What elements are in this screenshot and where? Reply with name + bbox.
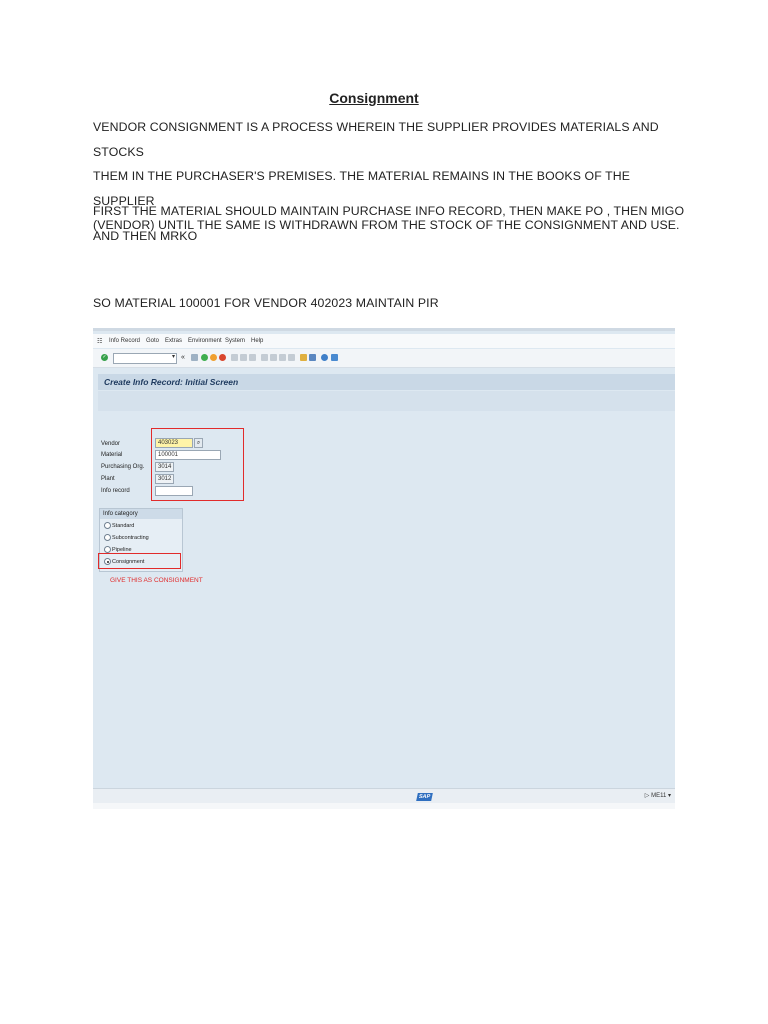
window-border (93, 328, 675, 331)
sap-screenshot (93, 328, 675, 809)
radio-standard[interactable]: Standard (104, 522, 134, 529)
menu-bar (93, 334, 675, 348)
plant-label: Plant (101, 476, 115, 482)
double-chevron-icon[interactable]: « (181, 354, 185, 361)
sap-logo: SAP (416, 793, 433, 801)
steps-paragraph (93, 199, 693, 248)
radio-subcontracting[interactable]: Subcontracting (104, 534, 149, 541)
menu-item-help[interactable]: Help (251, 338, 264, 344)
chevron-down-icon[interactable]: ▾ (171, 354, 175, 360)
purchasing-org-input[interactable]: 3014 (155, 462, 174, 472)
menu-item-system[interactable]: System (225, 338, 246, 344)
menu-item-goto[interactable]: Goto (146, 338, 160, 344)
info-record-label: Info record (101, 488, 130, 494)
screen-title: Create Info Record: Initial Screen (104, 377, 239, 387)
shortcut-icon[interactable] (309, 354, 316, 361)
previous-page-icon[interactable] (270, 354, 277, 361)
annotation-note: GIVE THIS AS CONSIGNMENT (110, 577, 203, 584)
menu-icon[interactable]: ☷ (97, 339, 103, 345)
text-line: FIRST THE MATERIAL SHOULD MAINTAIN PURCHASE INFO RECORD, THEN MAKE PO , THEN MIGO (93, 204, 685, 218)
save-icon[interactable] (191, 354, 198, 361)
bottom-strip (93, 803, 675, 809)
find-icon[interactable] (240, 354, 247, 361)
radio-icon[interactable] (104, 546, 111, 553)
print-icon[interactable] (231, 354, 238, 361)
text-line: (VENDOR) UNTIL THE SAME IS WITHDRAWN FROM THE STOCK OF THE CONSIGNMENT AND USE. (93, 218, 680, 232)
first-page-icon[interactable] (261, 354, 268, 361)
instruction-paragraph: SO MATERIAL 100001 FOR VENDOR 402023 MAINTAIN PIR (93, 296, 439, 310)
plant-input[interactable]: 3012 (155, 474, 174, 484)
text-line: THEM IN THE PURCHASER'S PREMISES. THE MATERIAL REMAINS IN THE BOOKS OF THE SUPPLIER (93, 169, 631, 208)
info-category-title: Info category (100, 509, 182, 519)
vendor-input[interactable]: 403023 (155, 438, 193, 448)
next-page-icon[interactable] (279, 354, 286, 361)
standard-toolbar (93, 349, 675, 368)
menu-item-environment[interactable]: Environment (188, 338, 222, 344)
search-help-icon[interactable]: ⌕ (194, 438, 203, 448)
menu-item-info-record[interactable]: Info Record (109, 338, 141, 344)
text-line: VENDOR CONSIGNMENT IS A PROCESS WHEREIN THE SUPPLIER PROVIDES MATERIALS AND STOCKS (93, 120, 659, 159)
transaction-code[interactable]: ▷ ME11 ▾ (644, 793, 671, 799)
application-toolbar (98, 391, 675, 411)
radio-consignment[interactable]: Consignment (104, 558, 144, 565)
back-icon[interactable] (201, 354, 208, 361)
radio-icon[interactable] (104, 534, 111, 541)
fields-highlight-box (151, 428, 244, 501)
material-input[interactable]: 100001 (155, 450, 221, 460)
vendor-label: Vendor (101, 441, 121, 447)
material-label: Material (101, 452, 123, 458)
radio-pipeline[interactable]: Pipeline (104, 546, 132, 553)
last-page-icon[interactable] (288, 354, 295, 361)
help-icon[interactable] (321, 354, 328, 361)
command-field[interactable] (113, 353, 177, 364)
enter-icon[interactable]: ✓ (102, 354, 107, 360)
screen-title-bar (98, 374, 675, 390)
exit-icon[interactable] (210, 354, 217, 361)
find-next-icon[interactable] (249, 354, 256, 361)
text-line: AND THEN MRKO (93, 228, 198, 243)
layout-icon[interactable] (331, 354, 338, 361)
cancel-icon[interactable] (219, 354, 226, 361)
radio-icon[interactable] (104, 522, 111, 529)
document-title: Consignment (329, 90, 419, 106)
menu-item-extras[interactable]: Extras (165, 338, 183, 344)
consignment-highlight-box (98, 553, 181, 569)
purchasing-org-label: Purchasing Org. (101, 464, 145, 470)
new-session-icon[interactable] (300, 354, 307, 361)
